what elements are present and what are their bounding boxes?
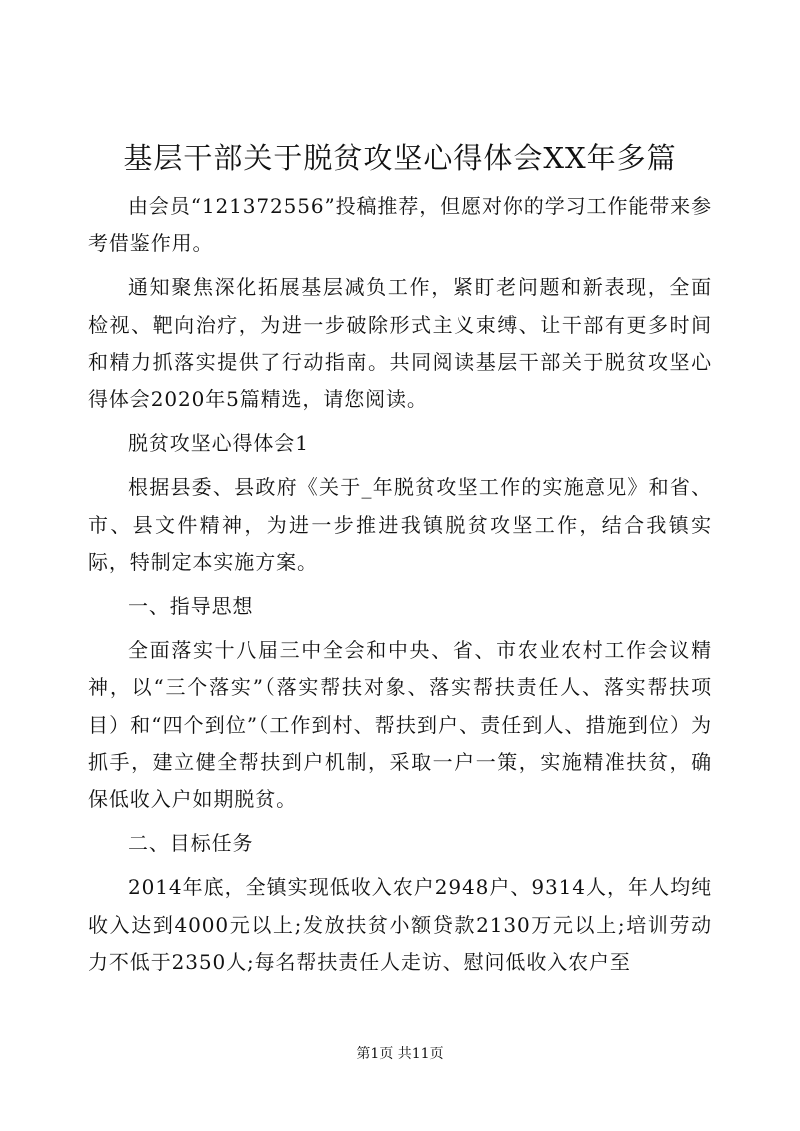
section-heading-goals: 二、目标任务 (128, 831, 254, 856)
paragraph-basis: 根据县委、县政府《关于_年脱贫攻坚工作的实施意见》和省、市、县文件精神，为进一步推进我镇脱贫攻坚工作，结合我镇实际，特制定本实施方案。 (88, 475, 712, 574)
section-heading-article-1: 脱贫攻坚心得体会1 (128, 431, 309, 456)
document-body (88, 188, 712, 988)
document-title: 基层干部关于脱贫攻坚心得体会XX年多篇 (123, 141, 677, 175)
section-heading-guiding-ideology: 一、指导思想 (128, 594, 254, 619)
paragraph-contributor-note: 由会员“121372556”投稿推荐，但愿对你的学习工作能带来参考借鉴作用。 (88, 194, 712, 256)
paragraph-guiding-ideology: 全面落实十八届三中全会和中央、省、市农业农村工作会议精神，以“三个落实”（落实帮扶对象、落实帮扶责任人、落实帮扶项目）和“四个到位”（工作到村、帮扶到户、责任到人、措施到位）为抓手，建立健全帮扶到户机制，采取一户一策，实施精准扶贫，确保低收入户如期脱贫。 (88, 638, 712, 812)
page-number-footer: 第1页 共11页 (356, 1046, 444, 1062)
paragraph-introduction: 通知聚焦深化拓展基层减负工作，紧盯老问题和新表现，全面检视、靶向治疗，为进一步破除形式主义束缚、让干部有更多时间和精力抓落实提供了行动指南。共同阅读基层干部关于脱贫攻坚心得体会2020年5篇精选，请您阅读。 (88, 275, 712, 412)
paragraph-goals: 2014年底，全镇实现低收入农户2948户、9314人，年人均纯收入达到4000元以上;发放扶贫小额贷款2130万元以上;培训劳动力不低于2350人;每名帮扶责任人走访、慰问低收入农户至 (88, 875, 712, 974)
